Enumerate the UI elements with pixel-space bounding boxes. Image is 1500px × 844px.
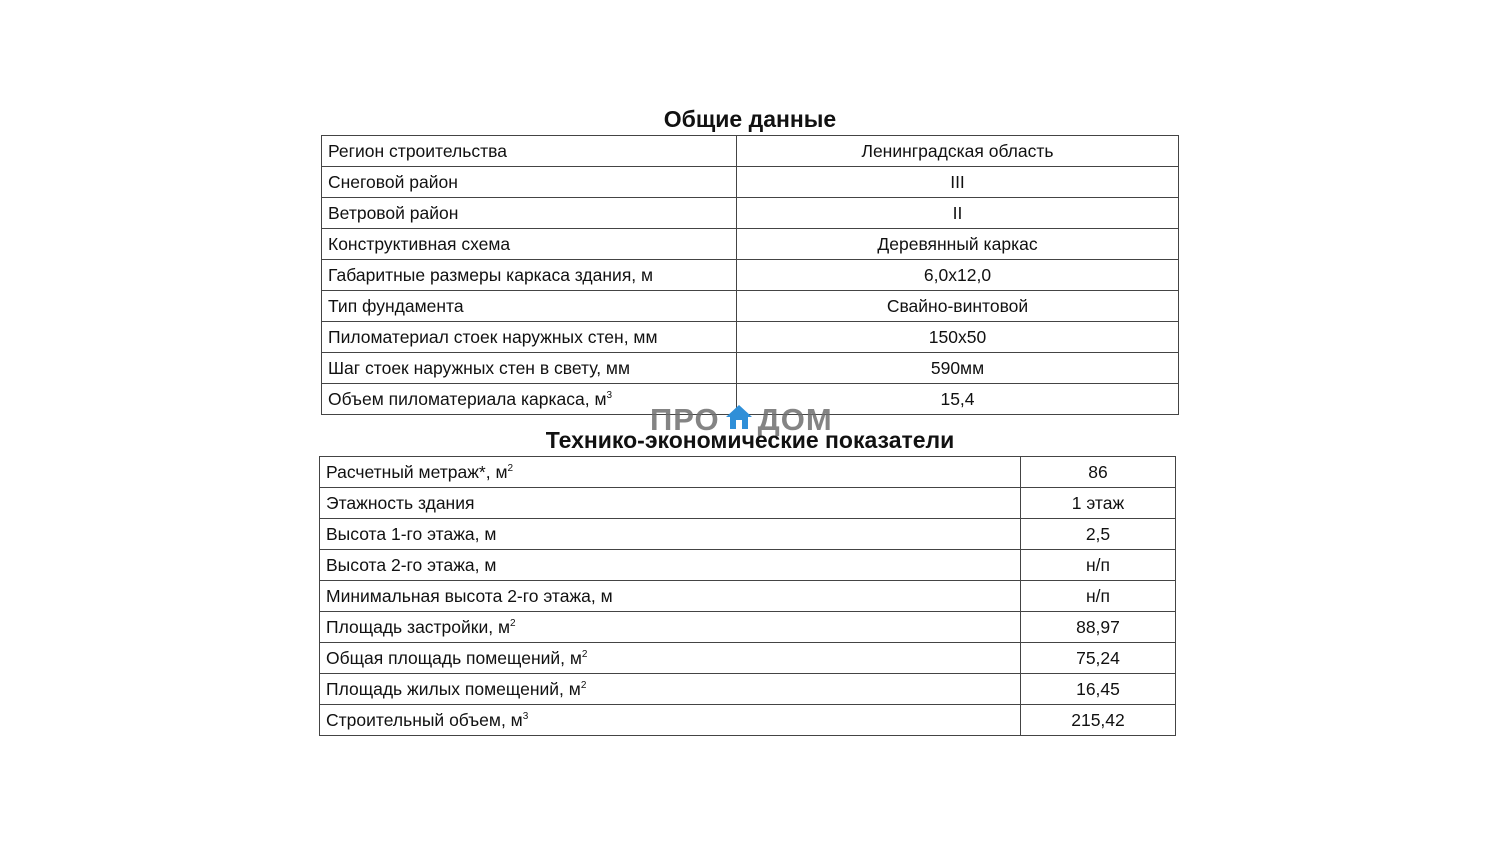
unit-exponent: 2 xyxy=(510,617,516,629)
row-label xyxy=(320,550,1021,581)
row-label xyxy=(322,353,737,384)
row-label xyxy=(322,322,737,353)
unit-exponent: 2 xyxy=(580,679,587,691)
row-value: 215,42 xyxy=(1021,705,1176,736)
row-label-text: Этажность здания xyxy=(326,492,475,513)
row-value: II xyxy=(737,198,1179,229)
row-value: 590мм xyxy=(737,353,1179,384)
row-label xyxy=(320,581,1021,612)
row-label-text: Габаритные размеры каркаса здания, м xyxy=(328,264,654,285)
general-data-table xyxy=(321,135,1179,415)
table-row xyxy=(322,260,1179,291)
row-label-text: Общая площадь помещений, м xyxy=(326,647,582,668)
row-label-text: Расчетный метраж*, м xyxy=(326,461,508,482)
watermark-text-left: ПРО xyxy=(650,402,720,437)
row-label-text: Высота 1-го этажа, м xyxy=(326,523,497,544)
row-value: 75,24 xyxy=(1021,643,1176,674)
table-row xyxy=(320,643,1176,674)
row-label xyxy=(322,291,737,322)
row-label-text: Площадь жилых помещений, м xyxy=(326,678,581,699)
row-value: н/п xyxy=(1021,581,1176,612)
unit-exponent: 3 xyxy=(522,710,529,722)
row-label-text: Шаг стоек наружных стен в свету, мм xyxy=(328,357,630,378)
row-label xyxy=(322,198,737,229)
row-label-text: Объем пиломатериала каркаса, м xyxy=(328,388,607,409)
row-label xyxy=(320,705,1021,736)
table-row xyxy=(320,705,1176,736)
table-row xyxy=(322,136,1179,167)
row-label-text: Ветровой район xyxy=(328,202,459,223)
row-value: 1 этаж xyxy=(1021,488,1176,519)
row-label xyxy=(322,229,737,260)
row-label xyxy=(322,167,737,198)
row-value: 2,5 xyxy=(1021,519,1176,550)
row-label-text: Снеговой район xyxy=(328,171,458,192)
row-value: 16,45 xyxy=(1021,674,1176,705)
unit-exponent: 2 xyxy=(581,648,588,660)
row-label xyxy=(322,260,737,291)
table-row xyxy=(322,353,1179,384)
row-value: н/п xyxy=(1021,550,1176,581)
row-label-text: Минимальная высота 2-го этажа, м xyxy=(326,585,613,606)
row-label-text: Тип фундамента xyxy=(328,295,464,316)
table-row xyxy=(320,674,1176,705)
table-row xyxy=(320,550,1176,581)
table-row xyxy=(322,291,1179,322)
table-row xyxy=(320,612,1176,643)
row-label-text: Строительный объем, м xyxy=(326,709,523,730)
row-value: 86 xyxy=(1021,457,1176,488)
row-value: 150x50 xyxy=(737,322,1179,353)
row-label xyxy=(320,612,1021,643)
row-value: III xyxy=(737,167,1179,198)
row-value: 88,97 xyxy=(1021,612,1176,643)
row-label xyxy=(320,519,1021,550)
table-row xyxy=(322,167,1179,198)
general-data-title: Общие данные xyxy=(663,106,837,132)
unit-exponent: 3 xyxy=(606,389,613,401)
unit-exponent: 2 xyxy=(507,462,514,474)
tech-indicators-title: Технико-экономические показатели xyxy=(545,427,955,453)
table-row xyxy=(320,581,1176,612)
table-row xyxy=(320,519,1176,550)
row-label xyxy=(322,136,737,167)
table-row xyxy=(322,322,1179,353)
row-label-text: Конструктивная схема xyxy=(328,233,511,254)
row-label xyxy=(320,457,1021,488)
row-value: Ленинградская область xyxy=(737,136,1179,167)
row-value: Деревянный каркас xyxy=(737,229,1179,260)
row-label xyxy=(320,674,1021,705)
table-row xyxy=(320,457,1176,488)
tech-indicators-table xyxy=(319,456,1176,736)
row-label-text: Высота 2-го этажа, м xyxy=(326,554,497,575)
row-label xyxy=(320,643,1021,674)
row-label-text: Пиломатериал стоек наружных стен, мм xyxy=(328,326,658,347)
row-label-text: Площадь застройки, м xyxy=(326,616,510,637)
table-row xyxy=(320,488,1176,519)
row-label xyxy=(320,488,1021,519)
table-row xyxy=(322,229,1179,260)
row-value: Свайно-винтовой xyxy=(737,291,1179,322)
watermark-text-right: ДОМ xyxy=(757,402,833,437)
row-value: 15,4 xyxy=(737,384,1179,415)
table-row xyxy=(322,198,1179,229)
row-label-text: Регион строительства xyxy=(328,140,507,161)
row-value: 6,0x12,0 xyxy=(737,260,1179,291)
